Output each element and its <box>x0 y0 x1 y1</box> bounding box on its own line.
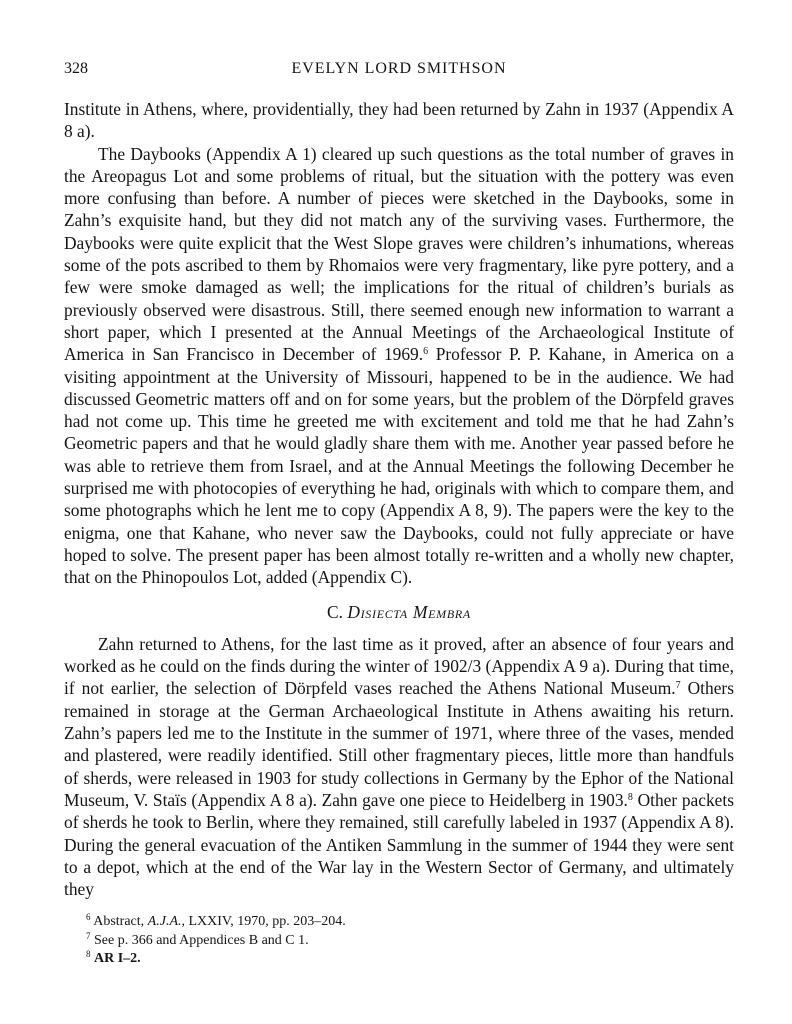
journal-abbrev: A.J.A. <box>147 914 182 929</box>
footnote-7 <box>86 932 726 951</box>
footnote-text: Abstract, <box>93 914 148 929</box>
paragraph-text: Zahn returned to Athens, for the last time as it proved, after an absence of four years and worked as he could on the finds during the winter of 1902/3 (Appendix A 9 a). During that time, if not earlier, the selection of Dörpfeld vases reached the Athens National Museum. <box>64 633 734 699</box>
paragraph-text: Others remained in storage at the German Archaeological Institute in Athens awaiting his return. Zahn’s papers led me to the Institute in the summer of 1971, where three of the vases, mended and plastered, were readily identified. Still other fragmentary pieces, little more than handfuls of sherds, were released in 1903 for study collections in Germany by the Ephor of the National Museum, V. Staïs (Appendix A 8 a). Zahn gave one piece to Heidelberg in 1903. <box>64 678 734 810</box>
section-title: Disiecta Membra <box>347 601 471 622</box>
section-heading <box>64 601 734 623</box>
footnote-text: , LXXIV, 1970, pp. 203–204. <box>181 914 346 929</box>
footnote-mark: 7 <box>86 930 91 941</box>
footnote-text: AR I–2. <box>94 951 141 967</box>
paragraph-3 <box>64 633 734 901</box>
footnote-mark: 8 <box>86 949 91 960</box>
main-text <box>64 98 734 900</box>
footnote-8 <box>86 950 726 969</box>
footnote-text: See p. 366 and Appendices B and C 1. <box>94 932 309 948</box>
footnote-ref-6: 6 <box>423 346 429 358</box>
footnote-mark: 6 <box>86 912 91 922</box>
paragraph-text: Other packets of sherds he took to Berlin, where they remained, still carefully labeled in 1937 (Appendix A 8). During the general evacuation of the Antiken Sammlung in the summer of 1944 they were sent to a depot, which at the end of the War lay in the Western Sector of Germany, and ultimately they <box>64 789 734 900</box>
paragraph-text: Institute in Athens, where, providentially, they had been returned by Zahn in 1937 (Appendix A 8 a). <box>64 99 734 142</box>
paragraph-text: Professor P. P. Kahane, in America on a visiting appointment at the University of Missouri, happened to be in the audience. We had discussed Geometric matters off and on for some years, but the problem of the Dörpfeld graves had not come up. This time he greeted me with excitement and told me that he had Zahn’s Geometric papers and that he would gladly share them with me. Another year passed before he was able to retrieve them from Israel, and at the Annual Meetings the following December he surprised me with photocopies of everything he had, originals with which to compare them, and some photographs which he lent me to copy (Appendix A 8, 9). The papers were the key to the enigma, one that Kahane, who never saw the Daybooks, could not fully appreciate or have hoped to solve. The present paper has been almost totally re-written and a wholly new chapter, that on the Phinopoulos Lot, added (Appendix C). <box>64 344 734 588</box>
running-header <box>64 60 734 82</box>
paragraph-2 <box>64 143 734 589</box>
footnote-ref-8: 8 <box>627 791 633 803</box>
paragraph-1 <box>64 98 734 143</box>
paragraph-text: The Daybooks (Appendix A 1) cleared up such questions as the total number of graves in the Areopagus Lot and some problems of ritual, but the situation with the pottery was even more confusing than before. A number of pieces were sketched in the Daybooks, some in Zahn’s exquisite hand, but they did not match any of the surviving vases. Furthermore, the Daybooks were quite explicit that the West Slope graves were children’s inhumations, whereas some of the pots ascribed to them by Rhomaios were very fragmentary, like pyre pottery, and a few were smoke damaged as well; the implications for the ritual of children’s burials as previously observed were disastrous. Still, there seemed enough new information to warrant a short paper, which I presented at the Annual Meetings of the Archaeological Institute of America in San Francisco in December of 1969. <box>64 143 734 365</box>
running-title: EVELYN LORD SMITHSON <box>291 60 507 77</box>
footnote-ref-7: 7 <box>675 680 681 692</box>
footnotes <box>86 913 726 969</box>
footnote-6 <box>86 913 726 932</box>
section-letter: C. <box>327 601 343 622</box>
page-number: 328 <box>64 60 88 77</box>
